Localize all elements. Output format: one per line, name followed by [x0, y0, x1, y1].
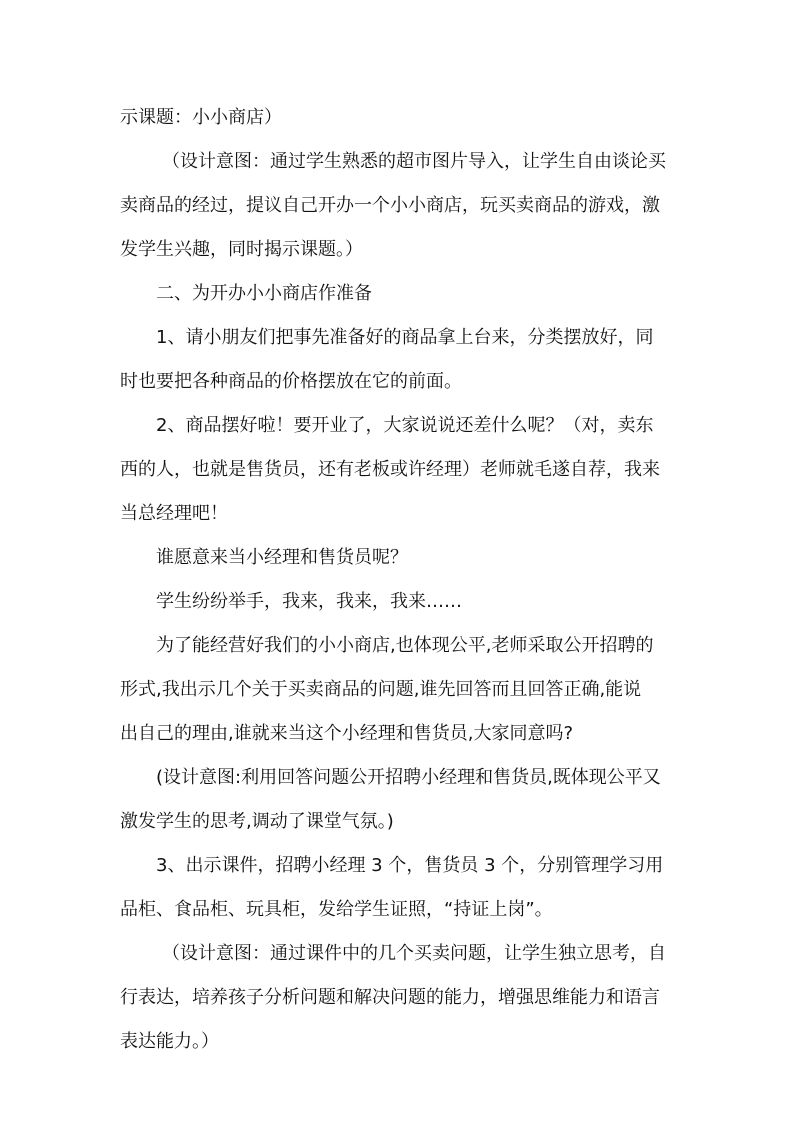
- text-line: 谁愿意来当小经理和售货员呢？: [156, 547, 408, 568]
- text-line: 2、商品摆好啦！要开业了，大家说说还差什么呢？（对，卖东: [156, 415, 654, 436]
- text-line: 时也要把各种商品的价格摆放在它的前面。: [120, 371, 462, 392]
- section-heading: 二、为开办小小商店作准备: [156, 283, 372, 304]
- text-line: 学生纷纷举手，我来，我来，我来……: [156, 591, 462, 612]
- text-line: 西的人，也就是售货员，还有老板或许经理）老师就毛遂自荐，我来: [120, 459, 660, 480]
- text-line: 行表达，培养孩子分析问题和解决问题的能力，增强思维能力和语言: [120, 987, 660, 1008]
- text-line: 发学生兴趣，同时揭示课题。）: [120, 239, 363, 260]
- text-line: (设计意图:利用回答问题公开招聘小经理和售货员,既体现公平又: [156, 767, 661, 788]
- text-line: 3、出示课件，招聘小经理 3 个，售货员 3 个，分别管理学习用: [156, 855, 664, 876]
- document-body: [120, 96, 680, 1064]
- text-line: （设计意图：通过课件中的几个买卖问题，让学生独立思考，自: [162, 943, 666, 964]
- text-line: 为了能经营好我们的小小商店,也体现公平,老师采取公开招聘的: [156, 635, 654, 656]
- text-line: 示课题：小小商店）: [120, 107, 282, 128]
- text-line: 激发学生的思考,调动了课堂气氛。): [120, 811, 394, 832]
- text-line: 表达能力。）: [120, 1031, 219, 1052]
- text-line: 卖商品的经过，提议自己开办一个小小商店，玩买卖商品的游戏，激: [120, 195, 660, 216]
- text-line: 品柜、食品柜、玩具柜，发给学生证照，“持证上岗”。: [120, 899, 553, 920]
- text-line: （设计意图：通过学生熟悉的超市图片导入，让学生自由谈论买: [162, 151, 666, 172]
- text-line: 当总经理吧！: [120, 503, 228, 524]
- text-line: 出自己的理由,谁就来当这个小经理和售货员,大家同意吗?: [120, 723, 573, 744]
- text-line: 形式,我出示几个关于买卖商品的问题,谁先回答而且回答正确,能说: [120, 679, 642, 700]
- text-line: 1、请小朋友们把事先准备好的商品拿上台来，分类摆放好，同: [156, 327, 654, 348]
